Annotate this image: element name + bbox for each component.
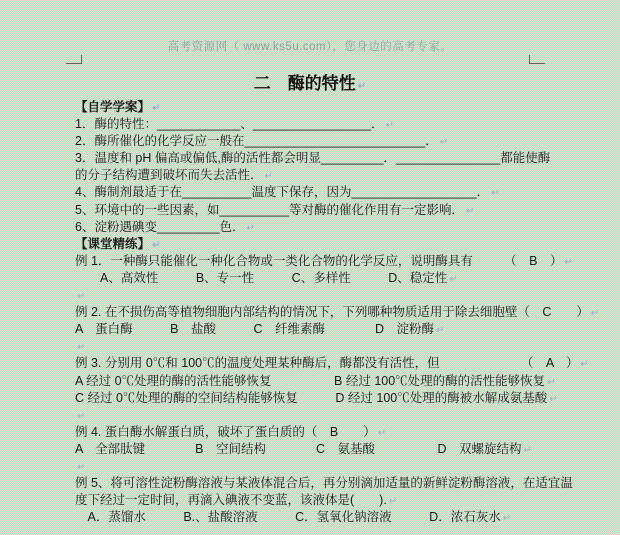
paragraph-mark-icon: ↵ — [152, 239, 161, 251]
doc-line-text: A 蛋白酶 B 盐酸 C 纤维素酶 D 淀粉酶 — [75, 322, 435, 337]
blank-line — [75, 407, 555, 424]
doc-line-text: 例 2. 在不损伤高等植物细胞内部结构的情况下，下列哪种物质适用于除去细胞壁（ C ） — [75, 305, 589, 320]
watermark-text: 高考资源网（ www.ks5u.com），您身边的高考专家。 — [167, 41, 453, 53]
ex3-options-cd — [75, 390, 558, 407]
doc-line-text: 1．酶的特性：____________、_________________． — [75, 117, 384, 132]
doc-line-text: 5、环境中的一些因素，如__________等对酶的催化作用有一定影响． — [75, 202, 464, 217]
doc-line-text: 6、淀粉遇碘变_________色． — [75, 219, 245, 234]
blank-line — [75, 338, 555, 355]
blank-line — [75, 458, 555, 475]
crop-mark-top-right-icon — [529, 55, 545, 64]
ex5-question-line2 — [75, 492, 555, 509]
paragraph-mark-icon: ↵ — [388, 496, 398, 508]
ex4-question — [75, 424, 555, 441]
doc-line-text: 4、酶制剂最适于在__________温度下保存，因为__________________． — [75, 185, 490, 200]
doc-line-text: 例 4. 蛋白酶水解蛋白质，破坏了蛋白质的（ B ） — [75, 424, 376, 439]
doc-line-text: A、高效性 B、专一性 C、多样性 D、稳定性 — [75, 270, 448, 285]
ex2-options — [75, 321, 555, 338]
paragraph-mark-icon: ↵ — [377, 427, 387, 439]
doc-line-text: A．蒸馏水 B.、盐酸溶液 C．氢氧化钠溶液 D．浓石灰水 — [75, 510, 501, 525]
ex4-options — [75, 441, 555, 458]
paragraph-mark-icon: ↵ — [502, 513, 512, 525]
q4-storage — [75, 184, 555, 201]
q3-temp-ph-line1 — [75, 150, 555, 167]
paragraph-mark-icon: ↵ — [491, 188, 500, 200]
doc-line-text: 【自学学案】 — [75, 100, 151, 114]
paragraph-mark-icon: ↵ — [590, 308, 600, 320]
ex3-options-ab — [75, 373, 555, 390]
doc-line-text: 的分子结构遭到破坏而失去活性． — [75, 168, 263, 183]
paragraph-mark-icon: ↵ — [523, 444, 532, 456]
doc-line-text: 3．温度和 pH 偏高或偏低,酶的活性都会明显_________．_______________都能使酶 — [75, 151, 551, 166]
paragraph-mark-icon: ↵ — [436, 325, 445, 337]
paragraph-mark-icon: ↵ — [264, 171, 273, 183]
paragraph-mark-icon: ↵ — [385, 120, 394, 132]
paragraph-mark-icon: ↵ — [549, 393, 558, 405]
doc-line-text: 例 3. 分别用 0℃和 100℃的温度处理某种酶后，酶都没有活性，但 （ A ） — [75, 356, 579, 371]
heading-class-practice — [75, 236, 555, 253]
paragraph-mark-icon: ↵ — [449, 273, 458, 285]
ex1-question — [75, 253, 573, 270]
page-title — [0, 69, 620, 94]
doc-line-text: A 全部肽键 B 空间结构 C 氨基酸 D 双螺旋结构 — [75, 441, 522, 456]
paragraph-mark-icon: ↵ — [77, 342, 86, 354]
doc-line-text: 度下经过一定时间，再滴入碘液不变蓝，该液体是( ). — [75, 493, 387, 508]
paragraph-mark-icon: ↵ — [357, 81, 367, 92]
document-lines — [75, 99, 600, 526]
ex1-options — [75, 270, 555, 287]
q3-temp-ph-line2 — [75, 167, 555, 184]
paragraph-mark-icon: ↵ — [77, 410, 86, 422]
ex5-options — [75, 509, 555, 526]
paragraph-mark-icon: ↵ — [152, 103, 161, 114]
paragraph-mark-icon: ↵ — [439, 137, 449, 149]
paragraph-mark-icon: ↵ — [246, 222, 255, 234]
paragraph-mark-icon: ↵ — [77, 461, 86, 473]
paragraph-mark-icon: ↵ — [77, 291, 86, 303]
doc-line-text: 【课堂精练】 — [75, 236, 151, 251]
ex5-question-line1 — [75, 475, 573, 492]
heading-self-study — [75, 99, 555, 116]
paragraph-mark-icon: ↵ — [465, 205, 475, 217]
doc-line-text: 例 5、将可溶性淀粉酶溶液与某液体混合后，再分别滴加适量的新鲜淀粉酶溶液，在适宜温 — [75, 476, 573, 491]
ex2-question — [75, 304, 600, 321]
doc-line-text: A 经过 0℃处理的酶的活性能够恢复 B 经过 100℃处理的酶的活性能够恢复 — [75, 373, 546, 388]
q6-starch-iodine — [75, 219, 555, 236]
page-title-text: 二 酶的特性 — [253, 74, 356, 93]
paragraph-mark-icon: ↵ — [547, 376, 556, 388]
paragraph-mark-icon: ↵ — [564, 256, 573, 268]
ex3-question — [75, 355, 589, 372]
doc-line-text: 2．酶所催化的化学反应一般在__________________________． — [75, 134, 438, 149]
paragraph-mark-icon: ↵ — [580, 359, 589, 371]
crop-mark-top-left-icon — [66, 55, 82, 64]
q5-environment — [75, 202, 555, 219]
doc-line-text: C 经过 0℃处理的酶的空间结构能够恢复 D 经过 100℃处理的酶被水解成氨基酸 — [75, 390, 548, 405]
doc-line-text: 例 1．一种酶只能催化一种化合物或一类化合物的化学反应，说明酶具有 （ B ） — [75, 253, 563, 268]
q1-enzyme-traits — [75, 116, 555, 133]
blank-line — [75, 287, 555, 304]
q2-reaction-condition — [75, 133, 555, 150]
